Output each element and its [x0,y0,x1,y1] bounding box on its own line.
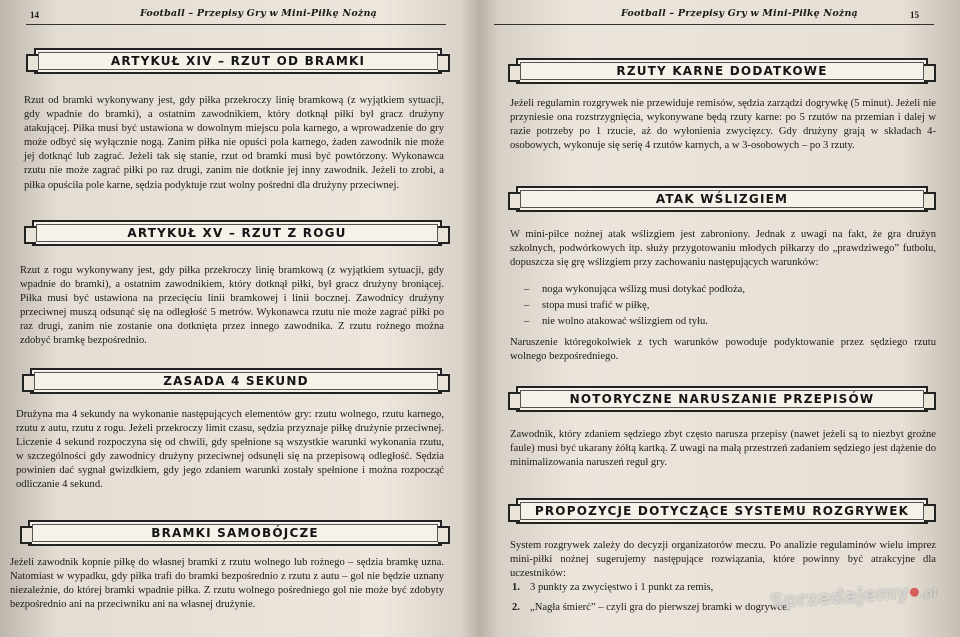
header-rule [494,24,934,25]
section-body: Jeżeli regulamin rozgrywek nie przewiduje remisów, sędzia zarządzi dogrywkę (5 minut). Jeżeli nie przyniesie ona rozstrzygnięcia, wykonywane będą rzuty karne: po 5 rzutów na przemian i dalej w razie potrzeby po 1 rzucie, aż do wyłonienia zwycięzcy. Gdy drużyny grają w składach 4-osobowych, wykonuje się serię 4 rzutów karnych, a w 3-osobowych – po 3 rzuty. [510,98,936,152]
page-number: 15 [910,10,919,20]
section-title: ARTYKUŁ XIV – RZUT OD BRAMKI [34,48,442,74]
header-rule [26,24,446,25]
running-head: Football – Przepisy Gry w Mini-Piłkę Nożną [140,8,377,19]
section-title: ZASADA 4 SEKUND [30,368,442,394]
section-title: RZUTY KARNE DODATKOWE [516,58,928,84]
section-body: Drużyna ma 4 sekundy na wykonanie następujących elementów gry: rzutu wolnego, rzutu karnego, rzutu z autu, rzutu z rogu. Jeżeli przekroczy limit czasu, sędzia przyznaje piłkę drużynie przeciwnej. Liczenie 4 sekund rozpoczyna się od chwili, gdy spełnione są wszystkie warunki wykonania rzutu, w szczególności gdy zawodnicy drużyny przeciwnej odsunęli się na przepisową odległość. Sędzia powinien dać sygnał gwizdkiem, gdy jego zdaniem warunki zostały spełnione i można rozpocząć odliczanie 4 sekund. [16,409,444,491]
list-item: – stopa musi trafić w piłkę, [524,300,650,311]
tackle-conditions-list [524,284,924,328]
list-item: – nie wolno atakować wślizgiem od tyłu. [524,316,708,327]
section-title: BRAMKI SAMOBÓJCZE [28,520,442,546]
watermark-logo: Sprzedajemy .pl [769,581,938,613]
section-title: ARTYKUŁ XV – RZUT Z ROGU [32,220,442,246]
running-head: Football – Przepisy Gry w Mini-Piłkę Nożną [621,8,858,19]
section-title: ATAK WŚLIZGIEM [516,186,928,212]
section-body: Rzut od bramki wykonywany jest, gdy piłka przekroczy linię bramkową (z wyjątkiem sytuacji, gdy wpadnie do bramki), a ostatnim zawodnikiem, który dotknął piłki był gracz drużyny atakującej. Piłka musi być ustawiona w dowolnym miejscu pola karnego, a wprowadzenie do gry może odbyć się wyłącznie nogą. Zanim piłka nie opuści pola karnego, żaden zawodnik nie może jej dotknąć lub zagrać. Jeżeli tak się stanie, rzut od bramki musi być powtórzony. Wykonawca rzutu nie może zagrać piłki po raz drugi, zanim nie dotknie jej inny zawodnik. Jeżeli to zrobi, a piłka opuściła pole karne, sędzia podyktuje rzut wolny pośredni dla drużyny przeciwnej. [24,95,444,191]
section-body: Jeżeli zawodnik kopnie piłkę do własnej bramki z rzutu wolnego lub rożnego – sędzia bramkę uzna. Natomiast w wypadku, gdy piłka trafi do bramki bezpośrednio z rzutu z autu – gol nie będzie uznany niezależnie, do której bramki wpadnie piłka. Z rzutu wolnego pośredniego gol nie może być zdobyty bezpośrednio ani na przeciwniku ani na własnej drużynie. [10,557,444,611]
list-item: 2. „Nagła śmierć” – czyli gra do pierwszej bramki w dogrywce. [512,602,790,613]
right-page [486,0,960,637]
section-body: System rozgrywek zależy do decyzji organizatorów meczu. Po analizie regulaminów wielu imprez mini-piłki nożnej sugerujemy następujące rozwiązania, które powinny być atrakcyjne dla uczestników: [510,540,936,580]
section-body: Rzut z rogu wykonywany jest, gdy piłka przekroczy linię bramkową (z wyjątkiem sytuacji, gdy wpadnie do bramki), a ostatnim zawodnikiem, który dotknął piłki, był gracz drużyny broniącej. Piłka musi być ustawiona na przecięciu linii bramkowej i linii bocznej. Zawodnicy drużyny przeciwnej muszą odsunąć się na odległość 5 metrów. Wykonawca rzutu nie może zagrać piłki po raz drugi, zanim nie zostanie ona dotknięta przez innego zawodnika. Z rzutu rożnego można zdobyć bramkę bezpośrednio. [20,265,444,347]
section-body-note: Naruszenie któregokolwiek z tych warunków powoduje podyktowanie przez sędziego rzutu wolnego bezpośredniego. [510,337,936,363]
list-item: 1. 3 punkty za zwycięstwo i 1 punkt za remis, [512,582,714,593]
section-body: W mini-piłce nożnej atak wślizgiem jest zabroniony. Jednak z uwagi na fakt, że gra drużyn szkolnych, podwórkowych itp. służy przygotowaniu młodych piłkarzy do „prawdziwego” futbolu, dopuszcza się grę wślizgiem przy zachowaniu następujących warunków: [510,229,936,269]
section-title: NOTORYCZNE NARUSZANIE PRZEPISÓW [516,386,928,412]
section-body: Zawodnik, który zdaniem sędziego zbyt często narusza przepisy (nawet jeżeli są to niezbyt groźne faule) musi być ukarany żółtą kartką. Z uwagi na małą przestrzeń zadaniem sędziego jest dążenie do minimalizowania naruszeń reguł gry. [510,429,936,469]
list-item: – noga wykonująca wślizg musi dotykać podłoża, [524,284,745,295]
section-title: PROPOZYCJE DOTYCZĄCE SYSTEMU ROZGRYWEK [516,498,928,524]
left-page [0,0,470,637]
page-number: 14 [30,10,39,20]
